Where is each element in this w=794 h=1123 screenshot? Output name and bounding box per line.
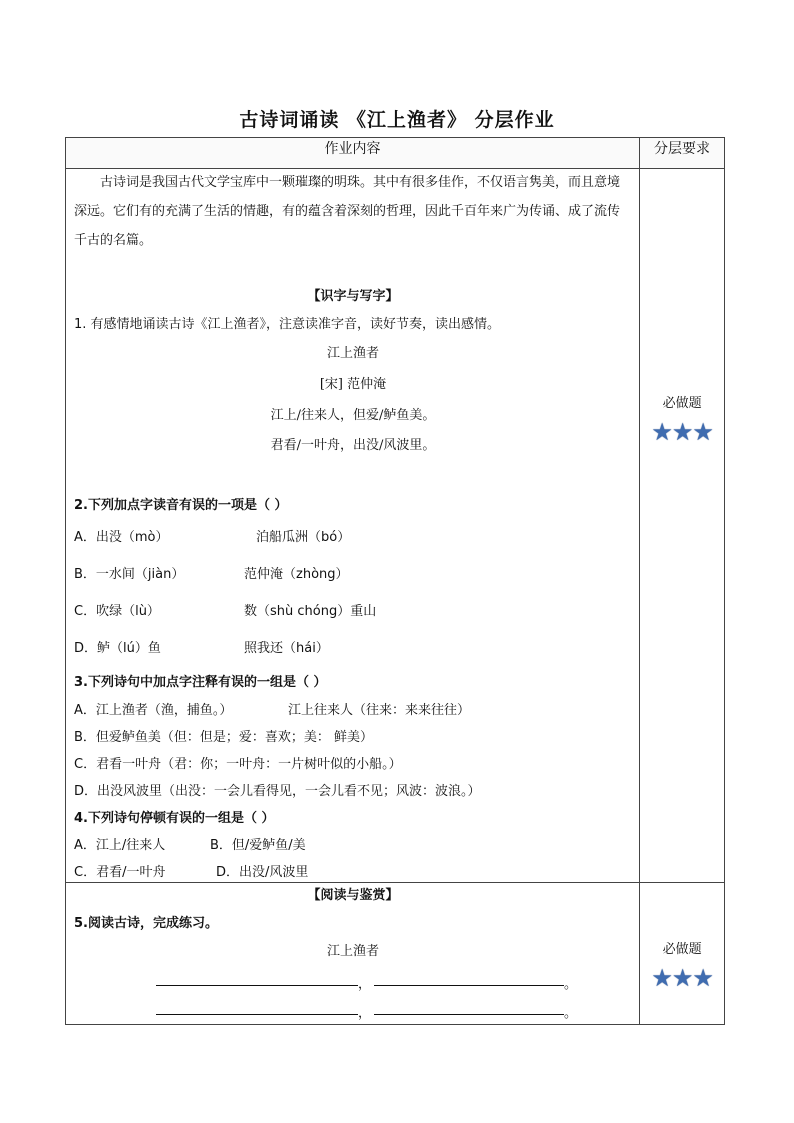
question-2: 2.下列加点字读音有误的一项是（ ） (74, 498, 288, 513)
reading-content (66, 883, 640, 1025)
section-reading (66, 883, 725, 1025)
table-header-row (66, 138, 725, 169)
period-2: 。 (564, 1006, 578, 1021)
intro-paragraph: 古诗词是我国古代文学宝库中一颗璀璨的明珠。其中有很多佳作，不仅语言隽美，而且意境深远。它们有的充满了生活的情趣，有的蕴含着深刻的哲理，因此千百年来广为传诵、成了流传千古的名篇。 (74, 175, 621, 248)
q4-option-b: B．但/爱鲈鱼/美 (210, 838, 306, 853)
poem-line-1: 江上/往来人，但爱/鲈鱼美。 (270, 408, 436, 423)
literacy-subheading: 【识字与写字】 (307, 289, 399, 304)
q2-option-d2: 照我还（hái） (244, 641, 329, 656)
header-requirement: 分层要求 (640, 138, 725, 169)
period-1: 。 (564, 977, 578, 992)
q2-option-d: D．鲈（lú）鱼 (74, 641, 161, 656)
q2-option-a2: 泊船瓜洲（bó） (256, 530, 351, 545)
star-rating-icon: ★★★ (651, 418, 713, 446)
section-literacy (66, 169, 725, 883)
answer-blank-1[interactable] (156, 971, 358, 986)
poem-title: 江上渔者 (326, 346, 379, 361)
q4-option-c: C．君看/一叶舟 (74, 865, 166, 880)
comma-1: ， (358, 977, 372, 992)
page-title: 古诗词诵读 《江上渔者》 分层作业 (239, 109, 555, 131)
question-1: 1. 有感情地诵读古诗《江上渔者》，注意读准字音，读好节奏，读出感情。 (74, 317, 501, 332)
question-5: 5.阅读古诗，完成练习。 (74, 916, 218, 931)
requirement-label-2: 必做题 (662, 942, 702, 957)
q2-option-c: C．吹绿（lù） (74, 604, 160, 619)
answer-blank-4[interactable] (374, 1000, 564, 1015)
comma-2: ， (358, 1006, 372, 1021)
q2-option-b2: 范仲淹（zhòng） (244, 567, 349, 582)
q2-option-a: A．出没（mò） (74, 530, 169, 545)
poem-line-2: 君看/一叶舟，出没/风波里。 (270, 438, 436, 453)
question-3: 3.下列诗句中加点字注释有误的一组是（ ） (74, 675, 327, 690)
answer-blank-2[interactable] (374, 971, 564, 986)
literacy-requirement (640, 169, 725, 883)
poem-author: [宋] 范仲淹 (319, 377, 387, 392)
homework-table (65, 137, 725, 1025)
reading-requirement (640, 883, 725, 1025)
requirement-label: 必做题 (662, 396, 702, 411)
q3-option-c: C．君看一叶舟（君：你；一叶舟：一片树叶似的小船。） (74, 757, 402, 772)
q3-option-b: B．但爱鲈鱼美（但：但是；爱：喜欢；美： 鲜美） (74, 730, 374, 745)
q4-option-a: A．江上/往来人 (74, 838, 166, 853)
question-4: 4.下列诗句停顿有误的一组是（ ） (74, 811, 275, 826)
q3-option-a: A．江上渔者（渔，捕鱼。） (74, 703, 233, 718)
poem-title-2: 江上渔者 (326, 944, 379, 959)
q3-option-d: D．出没风波里（出没：一会儿看得见，一会儿看不见；风波：波浪。） (74, 784, 481, 799)
q2-option-c2: 数（shù chóng）重山 (244, 604, 377, 619)
header-content: 作业内容 (66, 138, 640, 169)
answer-blank-3[interactable] (156, 1000, 358, 1015)
q4-option-d: D．出没/风波里 (216, 865, 309, 880)
literacy-content (66, 169, 640, 883)
q3-option-a2: 江上往来人（往来：来来往往） (288, 703, 471, 718)
reading-subheading: 【阅读与鉴赏】 (307, 888, 399, 903)
star-rating-icon-2: ★★★ (651, 964, 713, 992)
q2-option-b: B．一水间（jiàn） (74, 567, 185, 582)
